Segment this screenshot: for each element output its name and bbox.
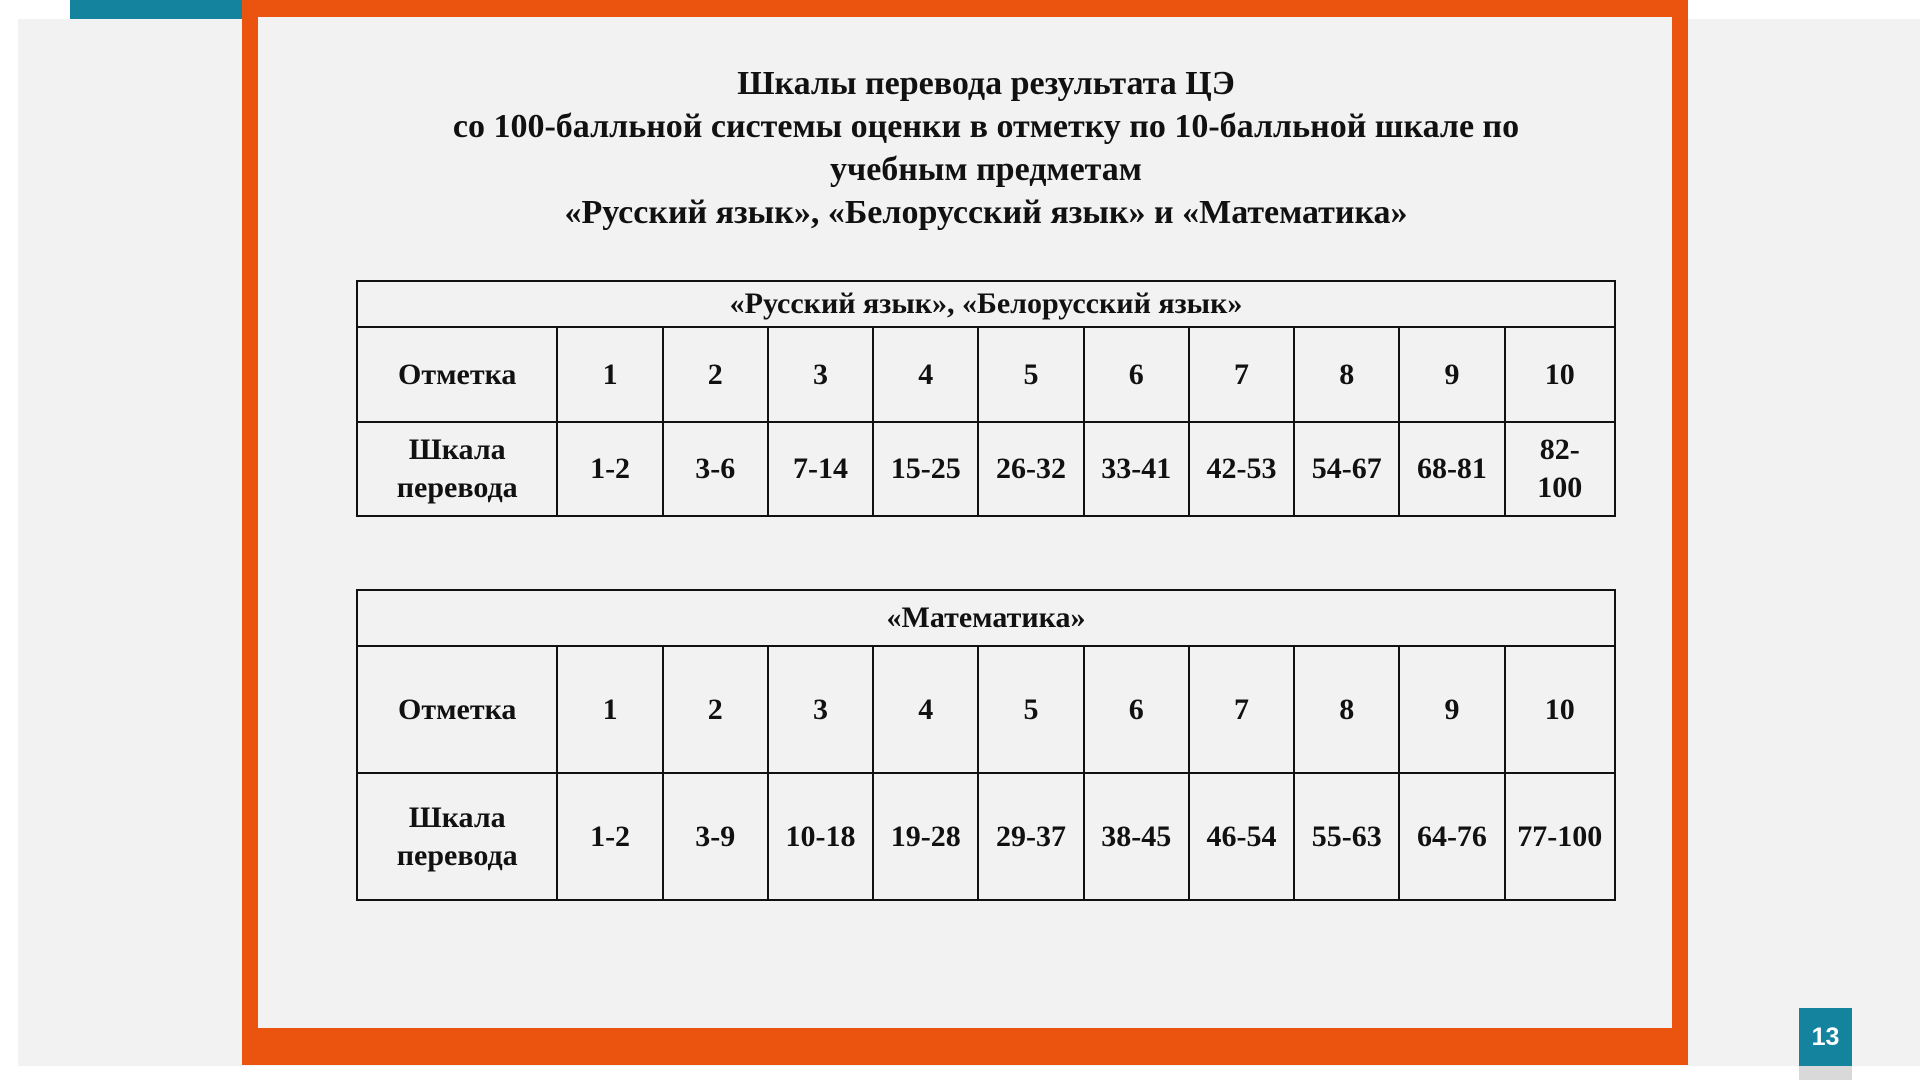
range-cell: 46-54: [1189, 773, 1294, 900]
grade-cell: 9: [1399, 646, 1504, 773]
range-cell: 3-6: [663, 422, 768, 516]
row-label-scale-line: Шкала: [408, 433, 506, 466]
scale-row: [357, 773, 1615, 900]
conversion-table-languages: [356, 280, 1616, 517]
grade-cell: 1: [557, 646, 662, 773]
grade-cell: 6: [1084, 327, 1189, 422]
row-label-scale-line: перевода: [396, 838, 518, 872]
page-number-badge: 13: [1799, 1008, 1852, 1066]
grade-cell: 7: [1189, 646, 1294, 773]
range-cell: 15-25: [873, 422, 978, 516]
page-badge-shadow: [1799, 1066, 1852, 1080]
row-label-scale: [357, 422, 557, 516]
grade-cell: 9: [1399, 327, 1504, 422]
range-cell: 54-67: [1294, 422, 1399, 516]
grade-cell: 3: [768, 327, 873, 422]
title-line: «Русский язык», «Белорусский язык» и «Математика»: [564, 194, 1408, 231]
title-line: учебным предметам: [830, 151, 1142, 188]
grade-cell: 2: [663, 327, 768, 422]
grade-cell: 2: [663, 646, 768, 773]
table-subject-heading: «Математика»: [357, 590, 1615, 646]
grade-cell: 6: [1084, 646, 1189, 773]
grade-cell: 7: [1189, 327, 1294, 422]
range-cell: 29-37: [978, 773, 1083, 900]
range-cell: 3-9: [663, 773, 768, 900]
scale-row: [357, 422, 1615, 516]
row-label-grade: Отметка: [357, 327, 557, 422]
slide-title: [356, 62, 1616, 234]
range-cell: 1-2: [557, 422, 662, 516]
range-cell: 55-63: [1294, 773, 1399, 900]
accent-bar: [70, 0, 244, 19]
range-cell: 77-100: [1505, 773, 1615, 900]
table-subject-heading: «Русский язык», «Белорусский язык»: [357, 281, 1615, 327]
range-cell: 42-53: [1189, 422, 1294, 516]
range-cell: 82- 100: [1505, 422, 1615, 516]
row-label-scale-line: перевода: [396, 471, 518, 504]
range-cell: 38-45: [1084, 773, 1189, 900]
row-label-scale-line: Шкала: [408, 800, 506, 834]
range-cell: 7-14: [768, 422, 873, 516]
conversion-table-math: [356, 589, 1616, 901]
range-cell: 33-41: [1084, 422, 1189, 516]
range-cell: 68-81: [1399, 422, 1504, 516]
grade-row: [357, 327, 1615, 422]
grade-cell: 4: [873, 327, 978, 422]
title-line: Шкалы перевода результата ЦЭ: [737, 65, 1235, 102]
grade-row: [357, 646, 1615, 773]
grade-cell: 5: [978, 646, 1083, 773]
range-cell: 1-2: [557, 773, 662, 900]
grade-cell: 8: [1294, 646, 1399, 773]
grade-cell: 5: [978, 327, 1083, 422]
grade-cell: 10: [1505, 646, 1615, 773]
grade-cell: 8: [1294, 327, 1399, 422]
range-cell: 10-18: [768, 773, 873, 900]
row-label-scale: [357, 773, 557, 900]
range-cell: 26-32: [978, 422, 1083, 516]
grade-cell: 3: [768, 646, 873, 773]
range-cell: 19-28: [873, 773, 978, 900]
title-line: со 100-балльной системы оценки в отметку по 10-балльной шкале по: [452, 108, 1520, 145]
range-cell: 64-76: [1399, 773, 1504, 900]
grade-cell: 10: [1505, 327, 1615, 422]
grade-cell: 4: [873, 646, 978, 773]
grade-cell: 1: [557, 327, 662, 422]
row-label-grade: Отметка: [357, 646, 557, 773]
